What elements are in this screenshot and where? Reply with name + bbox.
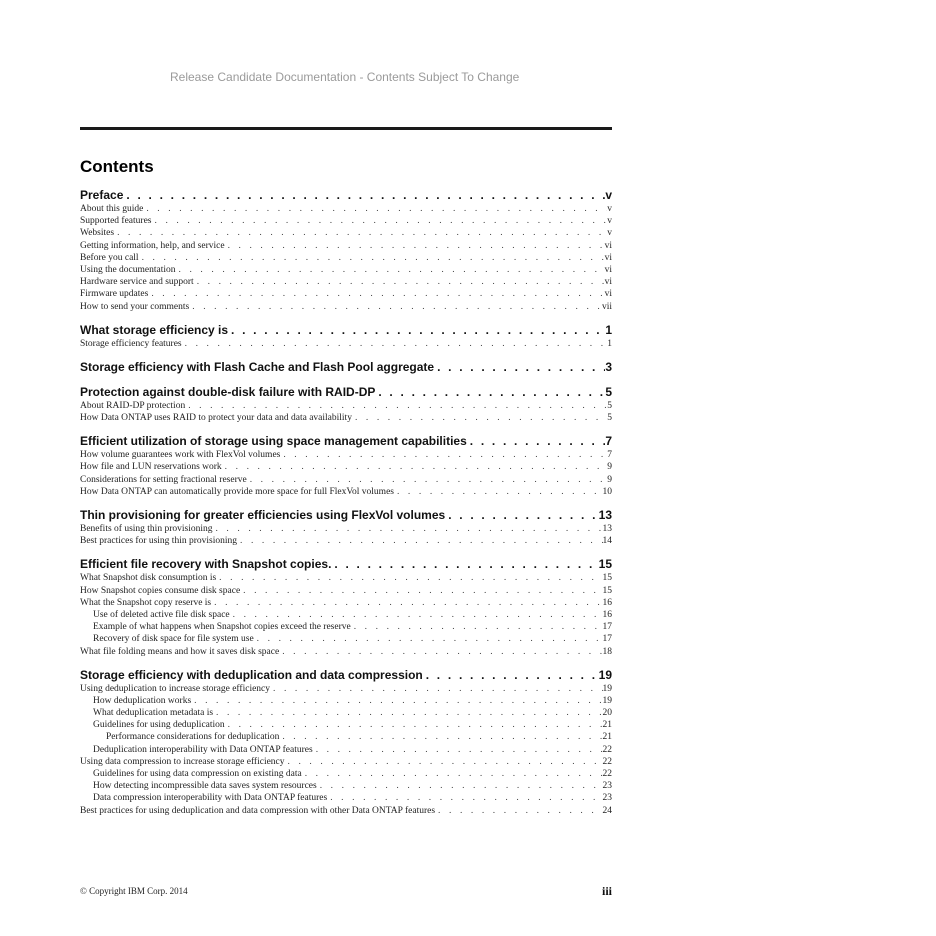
dot-leader (280, 449, 607, 461)
toc-entry-page: 16 (602, 597, 612, 608)
dot-leader (189, 301, 602, 313)
toc-heading-label: Efficient file recovery with Snapshot copies. (80, 557, 332, 572)
dot-leader (194, 276, 605, 288)
toc-entry[interactable] (80, 400, 612, 412)
dot-leader (222, 461, 608, 473)
toc-entry[interactable] (80, 338, 612, 350)
toc-entry-page: 21 (602, 720, 612, 731)
toc-section-heading[interactable] (80, 360, 612, 375)
toc-heading-page: 1 (605, 322, 612, 337)
dot-leader (331, 557, 598, 572)
toc-entry-label: How to send your comments (80, 301, 190, 312)
toc-entry[interactable] (80, 695, 612, 707)
toc-entry-label: How Data ONTAP uses RAID to protect your data and data availability (80, 413, 352, 424)
toc-section-heading[interactable] (80, 668, 612, 683)
toc-entry-label: How deduplication works (93, 695, 192, 706)
toc-entry-page: 23 (602, 781, 612, 792)
toc-entry[interactable] (80, 780, 612, 792)
dot-leader (279, 731, 602, 743)
toc-entry[interactable] (80, 474, 612, 486)
toc-entry[interactable] (80, 412, 612, 424)
dot-leader (152, 215, 608, 227)
dot-leader (445, 508, 598, 523)
toc-entry-label: Use of deleted active file disk space (93, 609, 230, 620)
toc-entry-page: 5 (607, 400, 612, 411)
toc-heading-label: Preface (80, 188, 124, 202)
toc-entry-page: vi (604, 289, 612, 300)
toc-entry-label: Guidelines for using deduplication (93, 720, 225, 731)
toc-entry-label: Considerations for setting fractional reserve (80, 474, 247, 485)
toc-entry-page: 16 (602, 609, 612, 620)
toc-entry-label: Guidelines for using data compression on existing data (93, 769, 302, 779)
toc-entry-label: What Snapshot disk consumption is (80, 573, 217, 584)
dot-leader (114, 227, 607, 239)
toc-entry-page: vi (604, 240, 612, 251)
toc-entry-label: Best practices for using thin provisioning (80, 536, 237, 547)
toc-entry[interactable] (80, 215, 612, 227)
toc-heading-page: 19 (598, 667, 612, 682)
toc-heading-page: 15 (598, 557, 612, 572)
toc-heading-label: Storage efficiency with deduplication and data compression (80, 667, 423, 682)
toc-entry-page: 1 (607, 338, 612, 349)
dot-leader (270, 683, 602, 695)
toc-entry-page: 13 (602, 524, 612, 534)
toc-entry-page: 15 (602, 585, 612, 596)
toc-entry-label: How volume guarantees work with FlexVol volumes (80, 450, 281, 461)
toc-entry-label: Deduplication interoperability with Data ONTAP features (93, 744, 313, 755)
toc-entry-label: Using deduplication to increase storage efficiency (80, 683, 271, 694)
toc-section-heading[interactable] (80, 434, 612, 449)
toc-entry-page: vi (604, 277, 612, 288)
toc-entry-label: Hardware service and support (80, 277, 194, 288)
toc-entry-page: v (607, 204, 612, 214)
toc-section-heading[interactable] (80, 323, 612, 338)
toc-entry-label: How detecting incompressible data saves system resources (93, 781, 317, 792)
toc-entry-label: Performance considerations for deduplication (106, 732, 280, 743)
toc-heading-page: 5 (605, 384, 612, 399)
toc-entry-label: What the Snapshot copy reserve is (80, 597, 212, 608)
dot-leader (212, 523, 602, 535)
toc-entry-label: About this guide (80, 204, 144, 214)
toc-entry[interactable] (80, 805, 612, 817)
toc-entry[interactable] (80, 227, 612, 239)
toc-section (80, 323, 612, 350)
toc-entry-label: How Data ONTAP can automatically provide more space for full FlexVol volumes (80, 486, 394, 497)
dot-leader (143, 203, 607, 215)
toc-entry-label: Example of what happens when Snapshot copies exceed the reserve (93, 622, 351, 633)
toc-entry[interactable] (80, 621, 612, 633)
toc-section (80, 434, 612, 498)
toc-entry-label: Websites (80, 228, 115, 239)
dot-leader (302, 768, 603, 780)
toc-entry-label: Data compression interoperability with Data ONTAP features (93, 793, 328, 804)
toc-section (80, 508, 612, 547)
toc-entry-label: Supported features (80, 216, 152, 227)
toc-heading-page: 7 (605, 434, 612, 449)
toc-entry[interactable] (80, 449, 612, 461)
dot-leader (237, 535, 603, 547)
toc-entry[interactable] (80, 609, 612, 621)
toc-entry-page: 9 (607, 474, 612, 485)
toc-entry-page: 22 (602, 756, 612, 767)
toc-entry-label: Firmware updates (80, 289, 149, 300)
toc-heading-page: v (605, 188, 612, 202)
toc-entry-label: Recovery of disk space for file system use (93, 634, 254, 645)
toc-heading-label: Storage efficiency with Flash Cache and Flash Pool aggregate (80, 359, 435, 374)
toc-entry-page: v (607, 228, 612, 239)
toc-section (80, 557, 612, 657)
toc-heading-label: Thin provisioning for greater efficiencies using FlexVol volumes (80, 508, 446, 522)
toc-entry-label: Benefits of using thin provisioning (80, 524, 213, 534)
toc-entry[interactable] (80, 744, 612, 756)
toc-entry-page: v (607, 216, 612, 227)
toc-section (80, 385, 612, 424)
toc-entry[interactable] (80, 572, 612, 584)
toc-entry-label: Before you call (80, 252, 139, 263)
toc-entry[interactable] (80, 535, 612, 547)
toc-heading-label: Efficient utilization of storage using space management capabilities (80, 434, 467, 449)
header-rule (80, 127, 612, 130)
toc-heading-page: 13 (598, 508, 612, 522)
toc-entry-page: 17 (602, 622, 612, 633)
dot-leader (211, 597, 602, 609)
toc-section-heading[interactable] (80, 188, 612, 203)
dot-leader (176, 264, 605, 276)
dot-leader (213, 707, 602, 719)
toc-entry-page: 23 (602, 793, 612, 804)
toc-entry-page: 18 (602, 646, 612, 657)
dot-leader (185, 400, 607, 412)
toc-entry-page: vi (604, 252, 612, 263)
toc-entry[interactable] (80, 707, 612, 719)
toc-section (80, 188, 612, 313)
toc-entry[interactable] (80, 523, 612, 535)
table-of-contents (80, 188, 612, 817)
dot-leader (313, 744, 603, 756)
toc-heading-label: Protection against double-disk failure with RAID-DP (80, 384, 376, 399)
toc-entry-label: Best practices for using deduplication and data compression with other Data ONTAP features (80, 805, 436, 816)
dot-leader (254, 633, 603, 645)
toc-entry-page: 5 (607, 413, 612, 424)
toc-entry[interactable] (80, 203, 612, 215)
dot-leader (148, 288, 604, 300)
dot-leader (191, 695, 602, 707)
toc-entry-page: 24 (602, 805, 612, 816)
toc-entry[interactable] (80, 252, 612, 264)
dot-leader (228, 323, 605, 338)
toc-entry-page: 22 (602, 744, 612, 755)
dot-leader (230, 609, 603, 621)
toc-entry-page: 15 (602, 573, 612, 584)
dot-leader (352, 412, 607, 424)
dot-leader (225, 240, 605, 252)
toc-entry[interactable] (80, 597, 612, 609)
toc-entry[interactable] (80, 756, 612, 768)
toc-entry-page: vii (601, 301, 612, 312)
dot-leader (123, 188, 605, 203)
dot-leader (467, 434, 606, 449)
dot-leader (434, 360, 605, 375)
toc-section (80, 668, 612, 817)
toc-section-heading[interactable] (80, 508, 612, 523)
toc-entry-label: Getting information, help, and service (80, 240, 225, 251)
dot-leader (216, 572, 602, 584)
dot-leader (225, 719, 603, 731)
dot-leader (139, 252, 605, 264)
dot-leader (182, 338, 608, 350)
dot-leader (435, 805, 602, 817)
page-number: iii (601, 884, 612, 898)
toc-section (80, 360, 612, 375)
toc-section-heading[interactable] (80, 557, 612, 572)
dot-leader (247, 474, 608, 486)
dot-leader (423, 668, 599, 683)
toc-entry[interactable] (80, 585, 612, 597)
toc-entry-label: Using data compression to increase storage efficiency (80, 756, 285, 767)
toc-entry-page: 7 (607, 450, 612, 461)
dot-leader (317, 780, 603, 792)
toc-entry[interactable] (80, 792, 612, 804)
toc-entry[interactable] (80, 461, 612, 473)
toc-entry-page: 9 (607, 462, 612, 473)
toc-entry-page: 17 (602, 634, 612, 645)
toc-entry-label: About RAID-DP protection (80, 400, 186, 411)
toc-entry-page: 10 (602, 486, 612, 497)
toc-entry[interactable] (80, 683, 612, 695)
toc-entry-label: Using the documentation (80, 264, 176, 275)
toc-entry[interactable] (80, 633, 612, 645)
toc-section-heading[interactable] (80, 385, 612, 400)
toc-entry[interactable] (80, 301, 612, 313)
toc-entry-label: What deduplication metadata is (93, 708, 214, 719)
copyright-notice: © Copyright IBM Corp. 2014 (80, 886, 188, 896)
toc-entry[interactable] (80, 288, 612, 300)
dot-leader (285, 756, 603, 768)
toc-entry-label: How file and LUN reservations work (80, 462, 222, 473)
toc-entry-label: Storage efficiency features (80, 338, 182, 349)
toc-heading-page: 3 (605, 359, 612, 374)
toc-entry-page: 20 (602, 708, 612, 719)
toc-entry-page: 14 (602, 536, 612, 547)
dot-leader (240, 585, 602, 597)
toc-entry-label: How Snapshot copies consume disk space (80, 585, 241, 596)
toc-entry-page: vi (604, 264, 612, 275)
toc-entry[interactable] (80, 264, 612, 276)
toc-entry[interactable] (80, 276, 612, 288)
toc-entry[interactable] (80, 719, 612, 731)
toc-heading-label: What storage efficiency is (80, 322, 229, 337)
toc-entry[interactable] (80, 240, 612, 252)
dot-leader (279, 646, 602, 658)
toc-entry-page: 19 (602, 683, 612, 694)
draft-banner: Release Candidate Documentation - Contents Subject To Change (170, 70, 520, 84)
toc-entry-label: What file folding means and how it saves disk space (80, 646, 280, 657)
toc-entry[interactable] (80, 768, 612, 780)
page-title: Contents (80, 157, 154, 176)
dot-leader (375, 385, 605, 400)
toc-entry-page: 19 (602, 695, 612, 706)
toc-entry-page: 22 (602, 769, 612, 779)
dot-leader (351, 621, 603, 633)
toc-entry[interactable] (80, 646, 612, 658)
dot-leader (327, 792, 602, 804)
toc-entry-page: 21 (602, 732, 612, 743)
toc-entry[interactable] (80, 731, 612, 743)
toc-entry[interactable] (80, 486, 612, 498)
dot-leader (394, 486, 603, 498)
